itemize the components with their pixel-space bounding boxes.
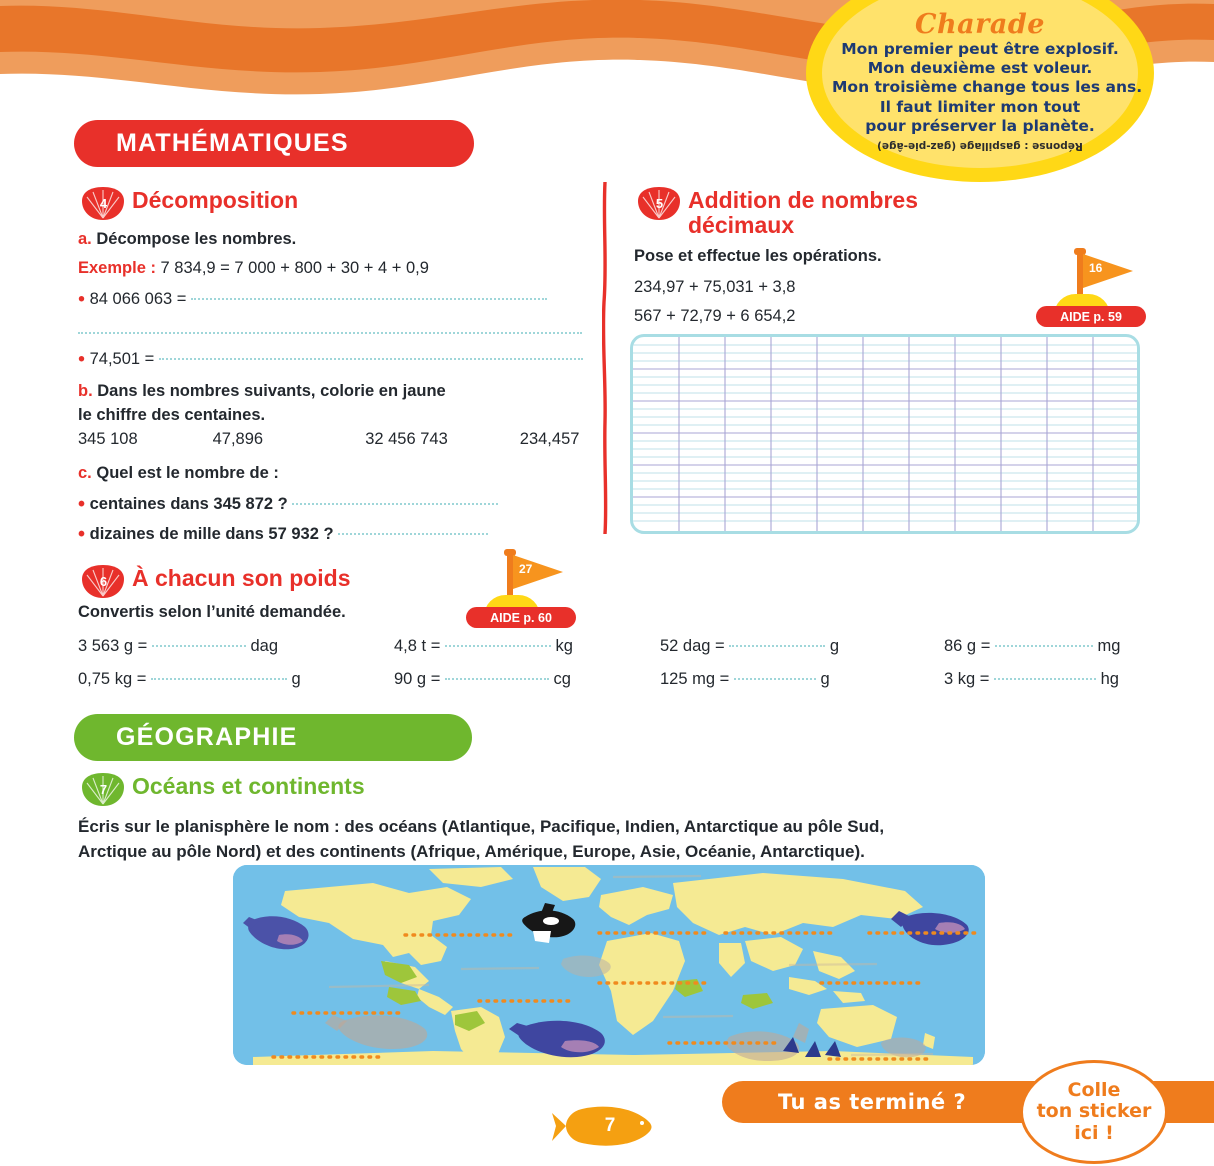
answer-line[interactable] xyxy=(994,678,1096,680)
exercise-7-header xyxy=(82,772,365,806)
exercise-number: 5 xyxy=(655,196,664,211)
instruction-line-1: Écris sur le planisphère le nom : des océans (Atlantique, Pacifique, Indien, Antarctique au pôle Sud, xyxy=(78,817,885,836)
exercise-4-example xyxy=(78,257,429,281)
conversion-from: 4,8 t = xyxy=(394,637,441,655)
answer-line[interactable] xyxy=(445,678,549,680)
part-label-c: c. xyxy=(78,464,92,482)
conversion-to: hg xyxy=(1100,670,1119,688)
seyes-grid-lines xyxy=(633,337,1137,531)
page-number: 7 xyxy=(604,1115,616,1136)
exercise-4-item-1 xyxy=(78,288,547,312)
bullet-icon: • xyxy=(78,523,86,546)
b-number: 47,896 xyxy=(212,430,264,448)
c-item-1-text: centaines dans 345 872 ? xyxy=(89,495,288,513)
conversion-item xyxy=(78,668,301,692)
exercise-4-part-c xyxy=(78,462,279,486)
sticker-line-2: ton sticker xyxy=(1036,1100,1152,1123)
exercise-5-title xyxy=(680,186,918,238)
sticker-text xyxy=(1037,1080,1152,1144)
bullet-icon: • xyxy=(78,348,86,371)
part-b-text-line1: Dans les nombres suivants, colorie en jaune xyxy=(97,382,446,400)
answer-line[interactable] xyxy=(734,678,816,680)
answer-line[interactable] xyxy=(338,533,488,535)
world-map-planisphere[interactable] xyxy=(233,865,985,1065)
instruction-line-2: Arctique au pôle Nord) et des continents (Afrique, Amérique, Europe, Asie, Océanie, Antarctique). xyxy=(78,841,865,861)
exercise-5-header xyxy=(638,186,918,238)
charade-answer: Réponse : gaspillage (gaz-pie-âge) xyxy=(877,140,1083,152)
exercise-number: 4 xyxy=(99,196,108,211)
conversion-from: 86 g = xyxy=(944,637,991,655)
section-banner-mathematiques xyxy=(74,120,474,167)
shell-icon xyxy=(82,187,124,220)
answer-line[interactable] xyxy=(445,645,551,647)
charade-line: Mon troisième change tous les ans. xyxy=(832,78,1143,97)
sticker-line-1: Colle xyxy=(1067,1079,1121,1102)
charade-line: Mon premier peut être explosif. xyxy=(841,40,1119,58)
section-banner-geographie xyxy=(74,714,472,761)
part-a-text: Décompose les nombres. xyxy=(96,230,297,248)
column-divider xyxy=(602,182,608,534)
sticker-placeholder[interactable] xyxy=(1020,1060,1168,1164)
exercise-4-item-1-continuation xyxy=(78,322,582,346)
exercise-number: 6 xyxy=(99,574,108,589)
exercise-4-b-numbers xyxy=(78,428,588,452)
exercise-number: 7 xyxy=(99,782,108,797)
conversion-from: 90 g = xyxy=(394,670,441,688)
exercise-6-instruction: Convertis selon l’unité demandée. xyxy=(78,603,346,621)
conversion-item xyxy=(944,635,1120,659)
aide-flag-exercise-6[interactable] xyxy=(466,549,576,627)
conversion-to: g xyxy=(829,637,840,655)
b-number: 345 108 xyxy=(78,430,138,448)
sticker-line-3: ici ! xyxy=(1074,1121,1114,1144)
exercise-5-operation-1: 234,97 + 75,031 + 3,8 xyxy=(634,278,796,296)
conversion-item xyxy=(78,635,278,659)
flag-number: 27 xyxy=(519,562,533,576)
charade-riddle-text xyxy=(832,40,1143,136)
part-c-text: Quel est le nombre de : xyxy=(96,464,279,482)
conversion-item xyxy=(660,635,839,659)
charade-title: Charade xyxy=(915,9,1045,40)
exercise-4-part-a xyxy=(78,228,296,252)
answer-line[interactable] xyxy=(292,503,498,505)
bullet-icon: • xyxy=(78,493,86,516)
example-label: Exemple : xyxy=(78,259,156,277)
aide-pill-label: AIDE p. 60 xyxy=(466,607,576,628)
c-item-2-text: dizaines de mille dans 57 932 ? xyxy=(89,525,334,543)
charade-bubble xyxy=(806,0,1154,182)
exercise-4-c-item-1 xyxy=(78,493,498,517)
conversion-item xyxy=(394,668,571,692)
section-banner-label: GÉOGRAPHIE xyxy=(116,723,298,751)
exercise-5-title-line2: décimaux xyxy=(688,211,795,238)
conversion-from: 0,75 kg = xyxy=(78,670,147,688)
conversion-item xyxy=(660,668,830,692)
charade-line: pour préserver la planète. xyxy=(865,116,1095,135)
conversion-to: mg xyxy=(1097,637,1121,655)
conversion-to: dag xyxy=(250,637,278,655)
answer-line[interactable] xyxy=(151,678,287,680)
bullet-icon: • xyxy=(78,288,86,311)
conversion-from: 3 kg = xyxy=(944,670,990,688)
finished-label: Tu as terminé ? xyxy=(778,1090,967,1114)
answer-line[interactable] xyxy=(152,645,246,647)
page-number-fish xyxy=(552,1103,656,1149)
charade-line: Mon deuxième est voleur. xyxy=(867,59,1093,78)
charade-line: Il faut limiter mon tout xyxy=(879,97,1081,116)
seyes-grid-worksheet[interactable] xyxy=(630,334,1140,534)
part-b-text-line2: le chiffre des centaines. xyxy=(78,405,266,424)
exercise-7-title: Océans et continents xyxy=(132,773,365,799)
item-1-number: 84 066 063 = xyxy=(89,290,187,308)
example-text: 7 834,9 = 7 000 + 800 + 30 + 4 + 0,9 xyxy=(160,259,429,277)
exercise-7-instruction xyxy=(78,815,1148,864)
shell-icon xyxy=(82,565,124,598)
exercise-4-title: Décomposition xyxy=(132,187,299,213)
conversion-to: g xyxy=(291,670,301,688)
answer-line[interactable] xyxy=(78,332,582,334)
exercise-6-title: À chacun son poids xyxy=(132,565,351,591)
answer-line[interactable] xyxy=(159,358,583,360)
item-2-number: 74,501 = xyxy=(89,350,155,368)
exercise-4-header xyxy=(82,186,298,220)
conversion-item xyxy=(944,668,1119,692)
exercise-6-header xyxy=(82,564,351,598)
flag-number: 16 xyxy=(1089,261,1103,275)
conversion-to: g xyxy=(820,670,830,688)
conversion-from: 3 563 g = xyxy=(78,637,148,655)
conversion-from: 52 dag = xyxy=(660,637,725,655)
b-number: 234,457 xyxy=(519,430,580,448)
section-banner-label: MATHÉMATIQUES xyxy=(116,129,349,157)
conversion-from: 125 mg = xyxy=(660,670,730,688)
conversion-to: cg xyxy=(553,670,571,688)
part-label-a: a. xyxy=(78,230,92,248)
answer-line[interactable] xyxy=(995,645,1093,647)
b-number: 32 456 743 xyxy=(365,430,448,448)
exercise-5-title-line1: Addition de nombres xyxy=(688,187,918,213)
shell-icon xyxy=(82,773,124,806)
exercise-4-c-item-2 xyxy=(78,523,488,547)
answer-line[interactable] xyxy=(729,645,825,647)
aide-flag-exercise-5[interactable] xyxy=(1036,248,1146,326)
exercise-5-instruction: Pose et effectue les opérations. xyxy=(634,247,882,265)
part-label-b: b. xyxy=(78,382,93,400)
exercise-4-part-b xyxy=(78,380,598,428)
exercise-5-operation-2: 567 + 72,79 + 6 654,2 xyxy=(634,307,796,325)
aide-pill-label: AIDE p. 59 xyxy=(1036,306,1146,327)
shell-icon xyxy=(638,187,680,220)
conversion-item xyxy=(394,635,573,659)
conversion-to: kg xyxy=(555,637,573,655)
answer-line[interactable] xyxy=(191,298,547,300)
exercise-4-item-2 xyxy=(78,348,583,372)
